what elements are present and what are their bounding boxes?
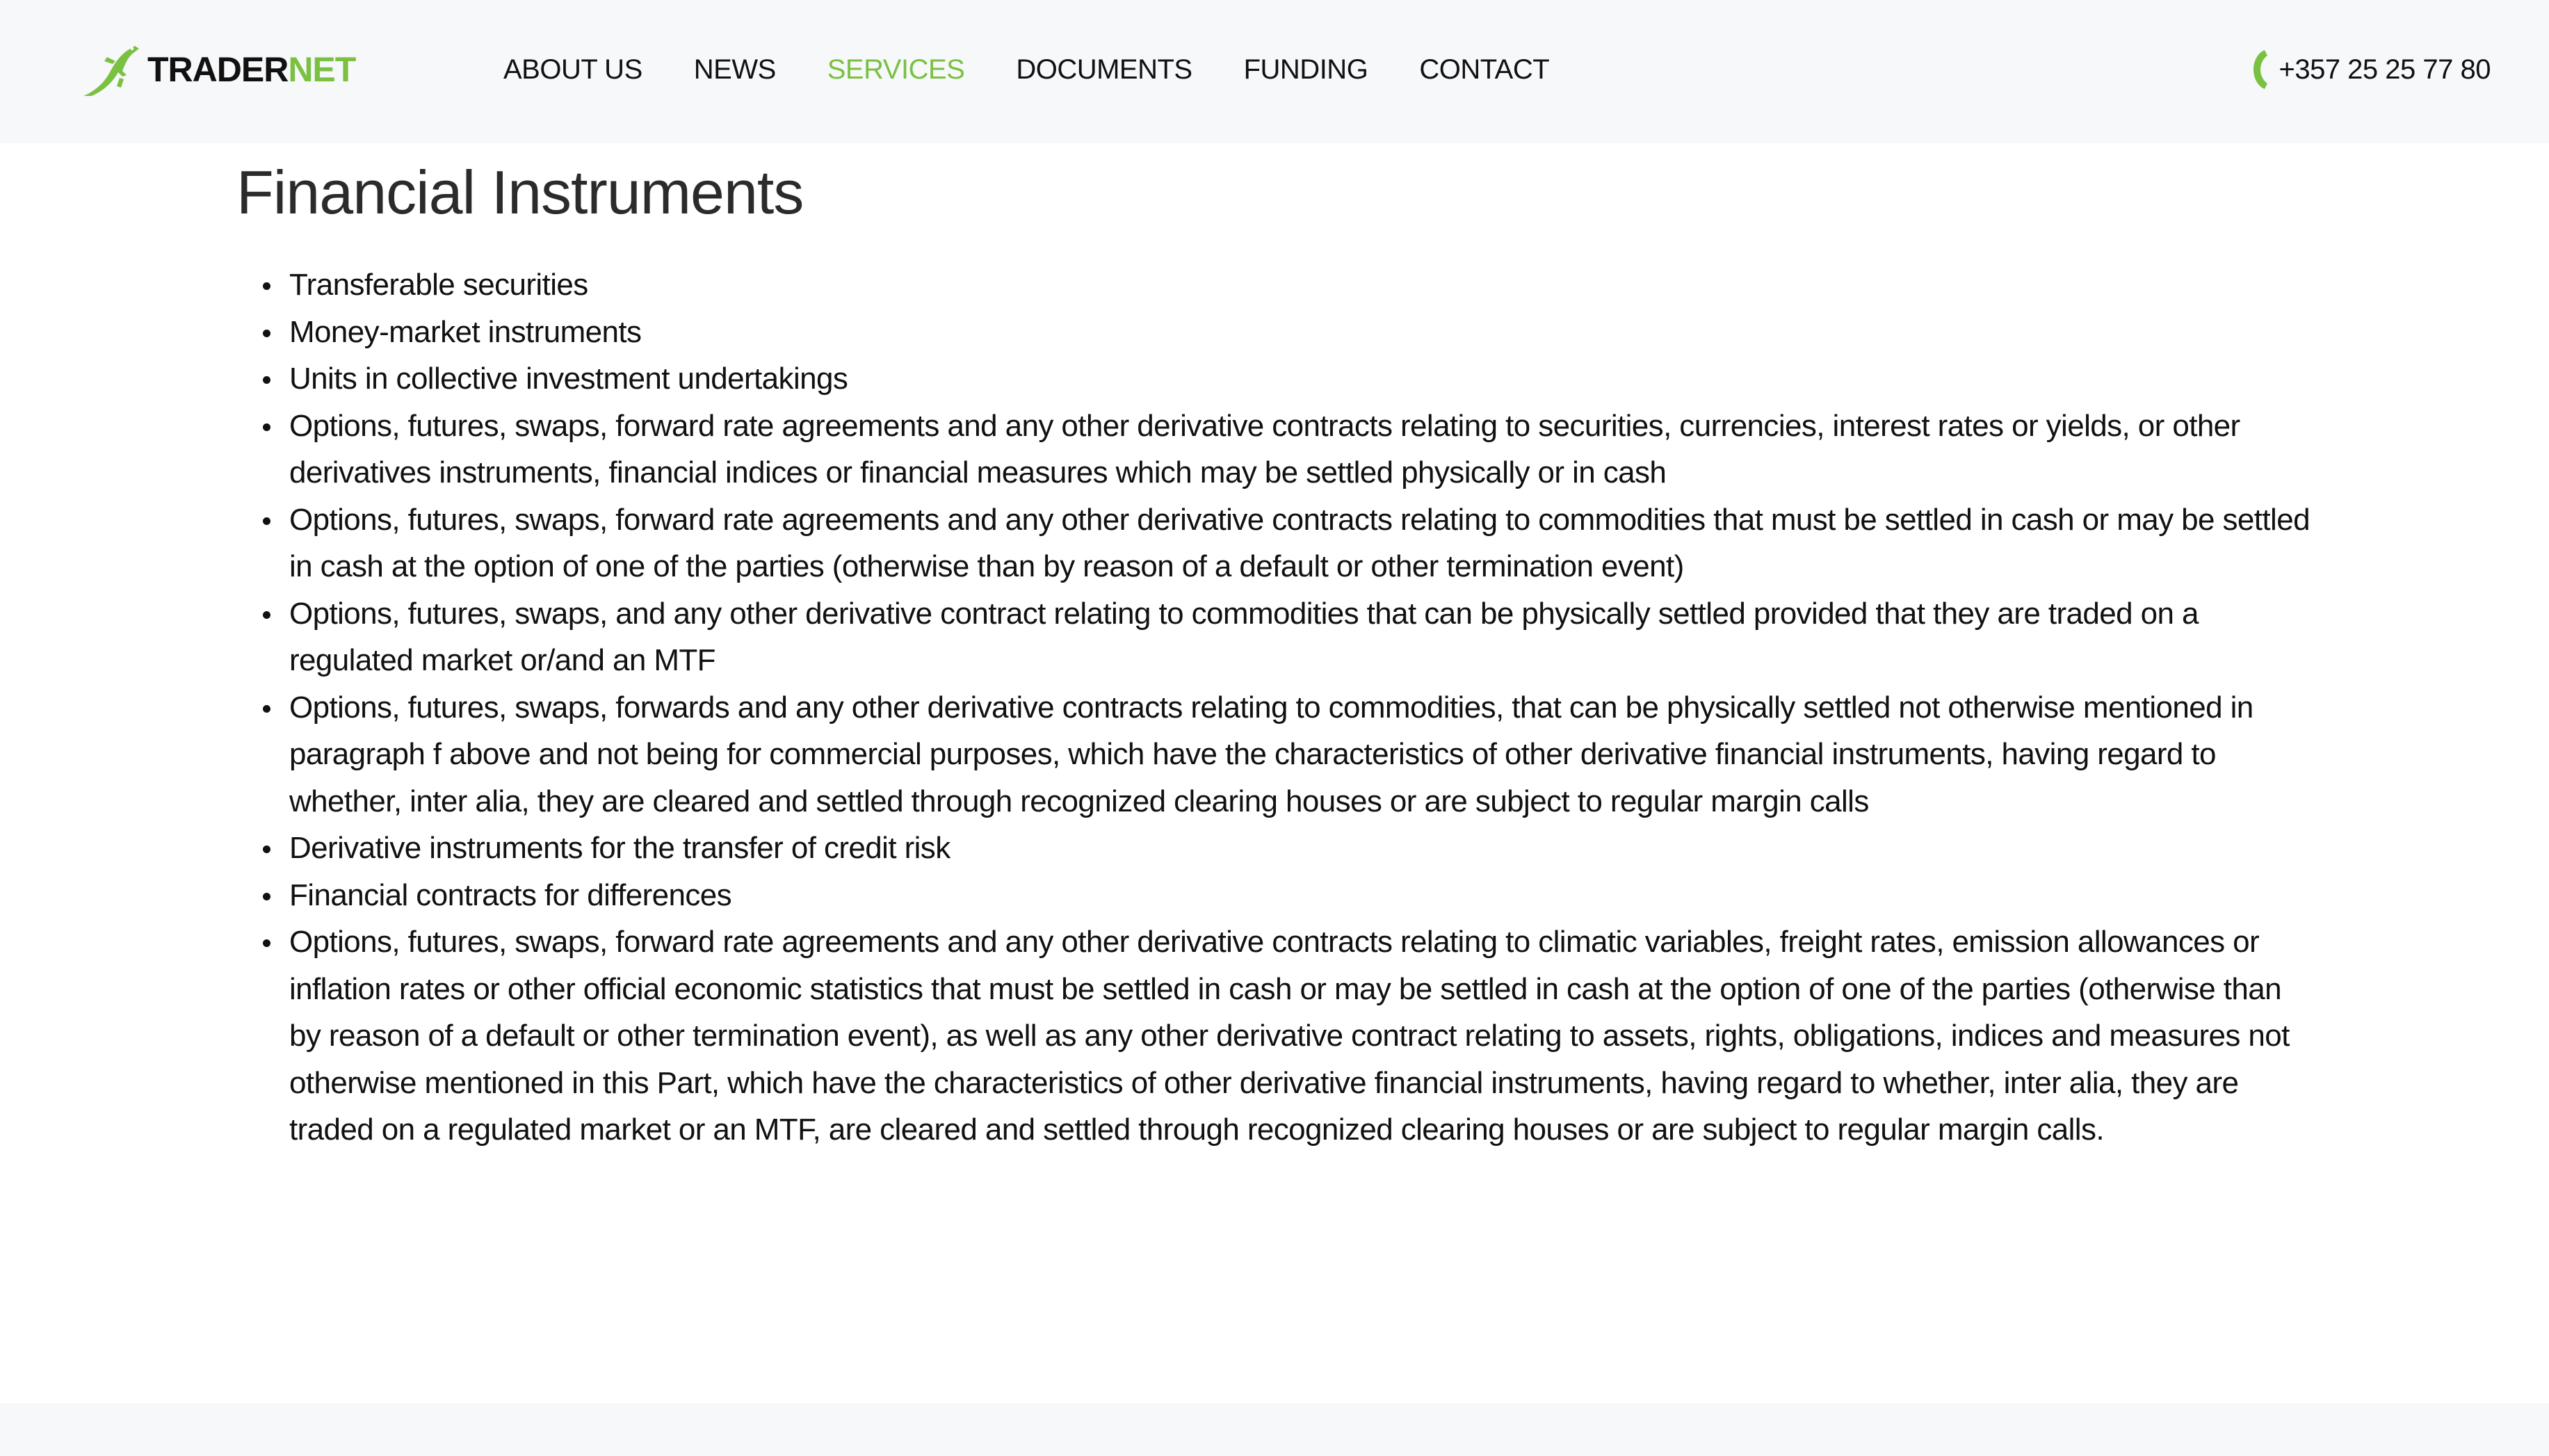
nav-item-about-us[interactable]: ABOUT US (503, 54, 642, 85)
nav-item-services[interactable]: SERVICES (827, 54, 965, 85)
footer-band (0, 1403, 2549, 1456)
list-item: Options, futures, swaps, forward rate agreements and any other derivative contracts relating to securities, currencies, interest rates or yields, or other derivatives instruments, financial indices or financial measures which may be settled physically or in cash (289, 403, 2320, 496)
list-item: Derivative instruments for the transfer of credit risk (289, 825, 2320, 872)
main-content (236, 154, 2320, 1154)
phone-contact[interactable] (2251, 49, 2491, 90)
phone-icon (2251, 49, 2269, 90)
nav-item-news[interactable]: NEWS (693, 54, 776, 85)
list-item: Units in collective investment undertakings (289, 355, 2320, 403)
list-item: Options, futures, swaps, forward rate agreements and any other derivative contracts relating to commodities that must be settled in cash or may be settled in cash at the option of one of the parties (otherwise than by reason of a default or other termination event) (289, 496, 2320, 590)
main-nav (503, 49, 1549, 90)
list-item: Transferable securities (289, 261, 2320, 309)
phone-number[interactable]: +357 25 25 77 80 (2279, 54, 2491, 85)
logo-text-net: NET (288, 50, 356, 89)
page-title: Financial Instruments (236, 158, 804, 227)
list-item: Options, futures, swaps, forwards and any other derivative contracts relating to commodities, that can be physically settled not otherwise mentioned in paragraph f above and not being for commercial purposes, which have the characteristics of other derivative financial instruments, having regard to whether, inter alia, they are cleared and settled through recognized clearing houses or are subject to regular margin calls (289, 684, 2320, 825)
tradernet-logo[interactable] (76, 40, 355, 99)
nav-item-documents[interactable]: DOCUMENTS (1016, 54, 1192, 85)
instrument-list (236, 261, 2320, 1154)
nav-item-contact[interactable]: CONTACT (1419, 54, 1550, 85)
list-item: Options, futures, swaps, and any other derivative contract relating to commodities that can be physically settled provided that they are traded on a regulated market or/and an MTF (289, 590, 2320, 684)
logo-text-trader: TRADER (147, 50, 289, 89)
list-item: Options, futures, swaps, forward rate agreements and any other derivative contracts relating to climatic variables, freight rates, emission allowances or inflation rates or other official economic statistics that must be settled in cash or may be settled in cash at the option of one of the parties (otherwise than by reason of a default or other termination event), as well as any other derivative contract relating to assets, rights, obligations, indices and measures not otherwise mentioned in this Part, which have the characteristics of other derivative financial instruments, having regard to whether, inter alia, they are traded on a regulated market or an MTF, are cleared and settled through recognized clearing houses or are subject to regular margin calls. (289, 919, 2320, 1154)
logo-wordmark (147, 52, 355, 87)
list-item: Money-market instruments (289, 309, 2320, 356)
list-item: Financial contracts for differences (289, 872, 2320, 919)
lizard-logo-icon (76, 40, 145, 99)
site-header (0, 0, 2549, 143)
nav-item-funding[interactable]: FUNDING (1243, 54, 1368, 85)
